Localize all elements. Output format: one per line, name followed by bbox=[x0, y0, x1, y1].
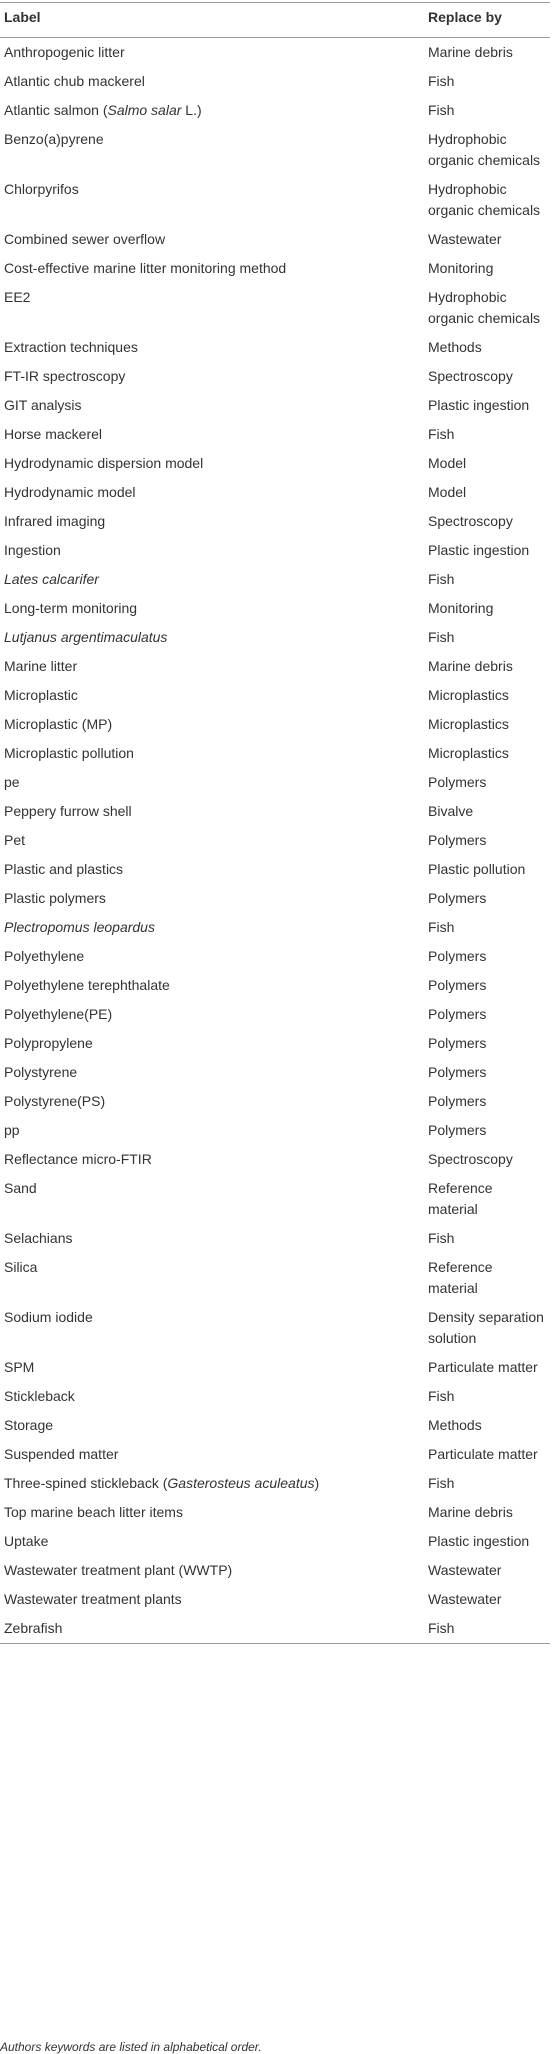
row-replace-by: Bivalve bbox=[428, 803, 474, 819]
table-row bbox=[0, 1303, 550, 1353]
row-label: Cost-effective marine litter monitoring method bbox=[4, 260, 287, 276]
row-label: Horse mackerel bbox=[4, 426, 103, 442]
table-footnote: Authors keywords are listed in alphabetical order. bbox=[0, 2040, 262, 2054]
row-replace-by: Particulate matter bbox=[428, 1446, 538, 1462]
row-replace-by: Plastic ingestion bbox=[428, 397, 530, 413]
row-label: Polyethylene(PE) bbox=[4, 1006, 113, 1022]
table-row bbox=[0, 1253, 550, 1303]
row-label: Sand bbox=[4, 1180, 37, 1196]
table-body bbox=[0, 38, 550, 1644]
table-row bbox=[0, 594, 550, 623]
row-replace-by: Marine debris bbox=[428, 44, 513, 60]
row-label: Infrared imaging bbox=[4, 513, 106, 529]
row-label: Pet bbox=[4, 832, 26, 848]
row-replace-by: Fish bbox=[428, 1230, 455, 1246]
table-row bbox=[0, 1469, 550, 1498]
keyword-replacement-table bbox=[0, 2, 550, 1644]
row-replace-by: Polymers bbox=[428, 1093, 487, 1109]
row-replace-by: Wastewater bbox=[428, 231, 502, 247]
row-label: Polypropylene bbox=[4, 1035, 93, 1051]
table-row bbox=[0, 67, 550, 96]
table-row bbox=[0, 254, 550, 283]
table-row bbox=[0, 362, 550, 391]
row-label: Plectropomus leopardus bbox=[4, 919, 155, 935]
row-label: Hydrodynamic dispersion model bbox=[4, 455, 204, 471]
table-header-row bbox=[0, 3, 550, 38]
row-label: Microplastic (MP) bbox=[4, 716, 113, 732]
row-label: Selachians bbox=[4, 1230, 73, 1246]
row-replace-by: Model bbox=[428, 484, 467, 500]
row-label: Anthropogenic litter bbox=[4, 44, 125, 60]
row-replace-by: Reference material bbox=[428, 1180, 493, 1217]
row-replace-by: Monitoring bbox=[428, 260, 494, 276]
row-replace-by: Plastic ingestion bbox=[428, 542, 530, 558]
table-row bbox=[0, 96, 550, 125]
row-label: Combined sewer overflow bbox=[4, 231, 166, 247]
row-label: Long-term monitoring bbox=[4, 600, 138, 616]
table-row bbox=[0, 1058, 550, 1087]
row-label: Microplastic pollution bbox=[4, 745, 134, 761]
row-replace-by: Polymers bbox=[428, 1064, 487, 1080]
row-replace-by: Monitoring bbox=[428, 600, 494, 616]
table-row bbox=[0, 1353, 550, 1382]
header-label: Label bbox=[0, 3, 424, 38]
table-row bbox=[0, 1498, 550, 1527]
table-row bbox=[0, 1527, 550, 1556]
table-row bbox=[0, 478, 550, 507]
row-replace-by: Spectroscopy bbox=[428, 368, 513, 384]
row-label: Three-spined stickleback (Gasterosteus aculeatus) bbox=[4, 1475, 320, 1491]
row-label: Uptake bbox=[4, 1533, 49, 1549]
row-replace-by: Polymers bbox=[428, 948, 487, 964]
table-row bbox=[0, 125, 550, 175]
row-replace-by: Hydrophobic organic chemicals bbox=[428, 289, 541, 326]
table-row bbox=[0, 971, 550, 1000]
row-label: EE2 bbox=[4, 289, 31, 305]
table-row bbox=[0, 333, 550, 362]
table-row bbox=[0, 1556, 550, 1585]
row-replace-by: Marine debris bbox=[428, 1504, 513, 1520]
table-row bbox=[0, 1145, 550, 1174]
row-replace-by: Fish bbox=[428, 1388, 455, 1404]
table-row bbox=[0, 797, 550, 826]
table-row bbox=[0, 507, 550, 536]
row-replace-by: Fish bbox=[428, 1475, 455, 1491]
row-label: Top marine beach litter items bbox=[4, 1504, 183, 1520]
row-label: Chlorpyrifos bbox=[4, 181, 79, 197]
row-label: Plastic polymers bbox=[4, 890, 106, 906]
row-label: FT-IR spectroscopy bbox=[4, 368, 126, 384]
table-row bbox=[0, 420, 550, 449]
row-replace-by: Microplastics bbox=[428, 716, 509, 732]
table-row bbox=[0, 1614, 550, 1644]
row-replace-by: Hydrophobic organic chemicals bbox=[428, 181, 541, 218]
row-replace-by: Methods bbox=[428, 1417, 482, 1433]
row-label: Sodium iodide bbox=[4, 1309, 93, 1325]
row-replace-by: Plastic pollution bbox=[428, 861, 526, 877]
table-row bbox=[0, 536, 550, 565]
row-label: Lutjanus argentimaculatus bbox=[4, 629, 168, 645]
row-replace-by: Reference material bbox=[428, 1259, 493, 1296]
row-replace-by: Model bbox=[428, 455, 467, 471]
row-label: Marine litter bbox=[4, 658, 78, 674]
row-label: SPM bbox=[4, 1359, 35, 1375]
row-label: Reflectance micro-FTIR bbox=[4, 1151, 152, 1167]
row-label: Extraction techniques bbox=[4, 339, 138, 355]
row-replace-by: Polymers bbox=[428, 890, 487, 906]
row-replace-by: Density separation solution bbox=[428, 1309, 544, 1346]
table-row bbox=[0, 1116, 550, 1145]
row-replace-by: Spectroscopy bbox=[428, 1151, 513, 1167]
row-label: Polyethylene bbox=[4, 948, 85, 964]
row-replace-by: Fish bbox=[428, 102, 455, 118]
row-replace-by: Fish bbox=[428, 919, 455, 935]
table-row bbox=[0, 1174, 550, 1224]
table-row bbox=[0, 565, 550, 594]
row-label: Hydrodynamic model bbox=[4, 484, 136, 500]
row-label: Silica bbox=[4, 1259, 38, 1275]
table-row bbox=[0, 38, 550, 68]
row-replace-by: Polymers bbox=[428, 1006, 487, 1022]
table-row bbox=[0, 225, 550, 254]
table-row bbox=[0, 913, 550, 942]
row-label: Benzo(a)pyrene bbox=[4, 131, 104, 147]
row-label: Wastewater treatment plants bbox=[4, 1591, 182, 1607]
row-replace-by: Spectroscopy bbox=[428, 513, 513, 529]
row-label: GIT analysis bbox=[4, 397, 82, 413]
table-row bbox=[0, 1087, 550, 1116]
table-row bbox=[0, 1224, 550, 1253]
row-replace-by: Fish bbox=[424, 1614, 550, 1644]
row-replace-by: Polymers bbox=[428, 977, 487, 993]
table-row bbox=[0, 855, 550, 884]
table-row bbox=[0, 1000, 550, 1029]
table-row bbox=[0, 1585, 550, 1614]
row-label: Peppery furrow shell bbox=[4, 803, 132, 819]
row-label: Zebrafish bbox=[0, 1614, 424, 1644]
row-replace-by: Fish bbox=[428, 571, 455, 587]
table-row bbox=[0, 710, 550, 739]
table-row bbox=[0, 1411, 550, 1440]
row-label: pp bbox=[4, 1122, 20, 1138]
row-label: Polystyrene(PS) bbox=[4, 1093, 106, 1109]
table-row bbox=[0, 884, 550, 913]
row-replace-by: Microplastics bbox=[428, 745, 509, 761]
table-row bbox=[0, 826, 550, 855]
table-row bbox=[0, 175, 550, 225]
table-row bbox=[0, 391, 550, 420]
table-row bbox=[0, 623, 550, 652]
table-row bbox=[0, 1440, 550, 1469]
row-replace-by: Particulate matter bbox=[428, 1359, 538, 1375]
row-label: Polystyrene bbox=[4, 1064, 78, 1080]
table-row bbox=[0, 1382, 550, 1411]
table-row bbox=[0, 739, 550, 768]
table-row bbox=[0, 1029, 550, 1058]
header-replace-by: Replace by bbox=[424, 3, 550, 38]
table-row bbox=[0, 681, 550, 710]
row-label: Ingestion bbox=[4, 542, 61, 558]
row-label: Polyethylene terephthalate bbox=[4, 977, 170, 993]
row-replace-by: Fish bbox=[428, 426, 455, 442]
table-row bbox=[0, 449, 550, 478]
row-replace-by: Marine debris bbox=[428, 658, 513, 674]
row-label: Plastic and plastics bbox=[4, 861, 124, 877]
table-row bbox=[0, 283, 550, 333]
row-replace-by: Polymers bbox=[428, 774, 487, 790]
row-label: Lates calcarifer bbox=[4, 571, 99, 587]
row-replace-by: Polymers bbox=[428, 1122, 487, 1138]
row-label: Microplastic bbox=[4, 687, 78, 703]
row-replace-by: Hydrophobic organic chemicals bbox=[428, 131, 541, 168]
row-replace-by: Methods bbox=[428, 339, 482, 355]
row-replace-by: Fish bbox=[428, 629, 455, 645]
row-replace-by: Wastewater bbox=[428, 1591, 502, 1607]
row-label: Suspended matter bbox=[4, 1446, 119, 1462]
row-label: Stickleback bbox=[4, 1388, 75, 1404]
row-label: pe bbox=[4, 774, 20, 790]
row-replace-by: Polymers bbox=[428, 832, 487, 848]
row-replace-by: Fish bbox=[428, 73, 455, 89]
row-label: Atlantic salmon (Salmo salar L.) bbox=[4, 102, 202, 118]
row-label: Atlantic chub mackerel bbox=[4, 73, 145, 89]
table-row bbox=[0, 768, 550, 797]
row-replace-by: Wastewater bbox=[428, 1562, 502, 1578]
row-replace-by: Plastic ingestion bbox=[428, 1533, 530, 1549]
table-row bbox=[0, 942, 550, 971]
table-row bbox=[0, 652, 550, 681]
row-label: Storage bbox=[4, 1417, 54, 1433]
row-replace-by: Polymers bbox=[428, 1035, 487, 1051]
row-replace-by: Microplastics bbox=[428, 687, 509, 703]
row-label: Wastewater treatment plant (WWTP) bbox=[4, 1562, 233, 1578]
